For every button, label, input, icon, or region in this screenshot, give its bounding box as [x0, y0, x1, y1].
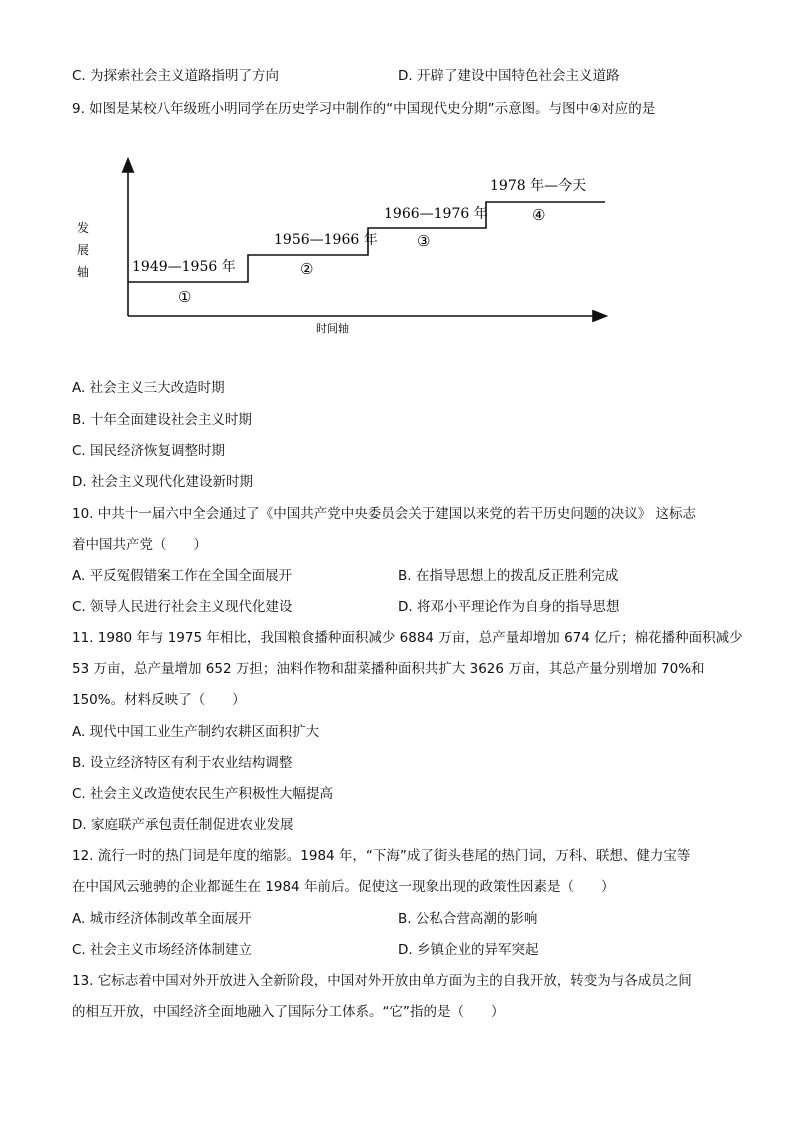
- q9-option-a: A. 社会主义三大改造时期: [72, 380, 225, 396]
- q12-stem-line2: 在中国风云驰骋的企业都诞生在 1984 年前后。促使这一现象出现的政策性因素是（ ）: [72, 879, 615, 895]
- q9-option-c: C. 国民经济恢复调整时期: [72, 443, 226, 459]
- history-period-figure: [70, 150, 630, 350]
- q10-option-a: A. 平反冤假错案工作在全国全面展开: [72, 568, 293, 584]
- q10-option-c: C. 领导人民进行社会主义现代化建设: [72, 599, 293, 615]
- q10-option-b: B. 在指导思想上的拨乱反正胜利完成: [398, 568, 619, 584]
- period-4-label: 1978 年—今天: [490, 178, 587, 194]
- q11-option-d: D. 家庭联产承包责任制促进农业发展: [72, 817, 294, 833]
- q10-option-d: D. 将邓小平理论作为自身的指导思想: [398, 599, 620, 615]
- q12-option-d: D. 乡镇企业的异军突起: [398, 942, 539, 958]
- period-3-marker: ③: [417, 232, 431, 250]
- q11-stem-line1: 11. 1980 年与 1975 年相比，我国粮食播种面积减少 6884 万亩，总产量却增加 674 亿斤；棉花播种面积减少: [72, 630, 743, 646]
- x-axis-label: 时间轴: [316, 322, 349, 335]
- period-1-marker: ①: [178, 288, 192, 306]
- q11-stem-line2: 53 万亩，总产量增加 652 万担；油料作物和甜菜播种面积共扩大 3626 万亩，其总产量分别增加 70%和: [72, 661, 705, 677]
- q10-stem-line2: 着中国共产党（ ）: [72, 537, 207, 553]
- q12-option-c: C. 社会主义市场经济体制建立: [72, 942, 253, 958]
- period-3-label: 1966—1976 年: [384, 206, 488, 222]
- period-4-marker: ④: [532, 206, 546, 224]
- y-axis-label-3: 轴: [77, 265, 90, 279]
- y-axis-label-1: 发: [77, 221, 90, 235]
- q8-option-c: C. 为探索社会主义道路指明了方向: [72, 68, 280, 84]
- q8-option-d: D. 开辟了建设中国特色社会主义道路: [398, 68, 620, 84]
- q12-option-a: A. 城市经济体制改革全面展开: [72, 911, 252, 927]
- q11-option-c: C. 社会主义改造使农民生产积极性大幅提高: [72, 786, 334, 802]
- q10-stem-line1: 10. 中共十一届六中全会通过了《中国共产党中央委员会关于建国以来党的若干历史问题的决议》 这标志: [72, 506, 697, 522]
- q13-stem-line2: 的相互开放，中国经济全面地融入了国际分工体系。“它”指的是（ ）: [72, 1004, 505, 1020]
- y-axis-label-2: 展: [77, 243, 90, 257]
- q11-option-b: B. 设立经济特区有利于农业结构调整: [72, 755, 293, 771]
- q11-option-a: A. 现代中国工业生产制约农耕区面积扩大: [72, 724, 320, 740]
- q12-stem-line1: 12. 流行一时的热门词是年度的缩影。1984 年，“下海”成了街头巷尾的热门词，万科、联想、健力宝等: [72, 848, 691, 864]
- q9-option-d: D. 社会主义现代化建设新时期: [72, 474, 253, 490]
- q9-option-b: B. 十年全面建设社会主义时期: [72, 412, 252, 428]
- q13-stem-line1: 13. 它标志着中国对外开放进入全新阶段，中国对外开放由单方面为主的自我开放，转变为与各成员之间: [72, 973, 692, 989]
- period-2-label: 1956—1966 年: [274, 232, 378, 248]
- q11-stem-line3: 150%。材料反映了（ ）: [72, 692, 246, 708]
- q9-stem: 9. 如图是某校八年级班小明同学在历史学习中制作的“中国现代史分期”示意图。与图中④对应的是: [72, 101, 656, 117]
- period-1-label: 1949—1956 年: [132, 259, 236, 275]
- period-2-marker: ②: [300, 260, 314, 278]
- q12-option-b: B. 公私合营高潮的影响: [398, 911, 538, 927]
